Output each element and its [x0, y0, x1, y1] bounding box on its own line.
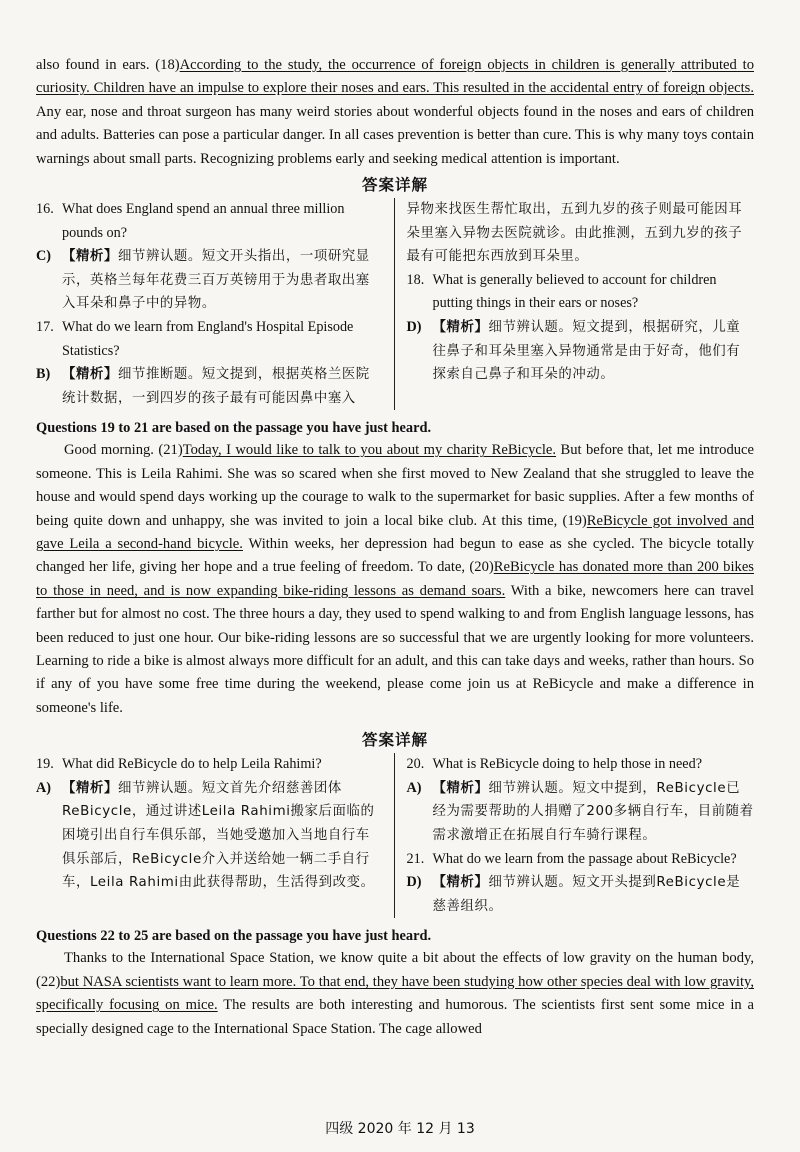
questions-header-19-21: Questions 19 to 21 are based on the passage you have just heard.: [36, 420, 432, 437]
question-17: 17. What do we learn from England's Hospital Episode Statistics?: [36, 319, 354, 359]
passage-continuation: also found in ears. (18)According to the study, the occurrence of foreign objects in children is generally attributed to curiosity. Children have an impulse to explore their noses and ears. This resulted in the accidental entry of foreign objects. Any ear, nose and throat surgeon has many weird stories about wonderful objects found in the noses and ears of children and adults. Batteries can pose a particular danger. In all cases prevention is better than cure. This is why many toys contain warnings about small parts. Recognizing problems early and seeking medical attention is important.: [36, 57, 754, 167]
underlined-answer-22: but NASA scientists want to learn more. To that end, they have been studying how other species deal with low gravity, specifically focusing on mice.: [36, 973, 754, 1014]
answers-title-1: 答案详解: [361, 176, 428, 195]
passage-rebicycle: Good morning. (21)Today, I would like to talk to you about my charity ReBicycle. But before that, let me introduce someone. This is Leila Rahimi. She was so scared when she first moved to New Zealand that she struggled to leave the house and would spend days working up the courage to walk to the supermarket for basic supplies. After a few months of being quite down and unhappy, she was invited to join a local bike club. At this time, (19)ReBicycle got involved and gave Leila a second-hand bicycle. Within weeks, her depression had begun to ease as she cycled. The bicycle totally changed her life, giving her hope and a true feeling of freedom. To date, (20)ReBicycle has donated more than 200 bikes to those in need, and is now expanding bike-riding lessons as demand soars. With a bike, newcomers here can travel farther but for almost no cost. The three hours a day, they used to spend walking to and from English language lessons, has been reduced to just one hour. Our bike-riding lessons are so successful that we are urgently looking for more volunteers. Learning to ride a bike is almost always more difficult for an adult, and this can take days and weeks, rather than hours. So if any of you have some free time during the weekend, please come join us at ReBicycle and make a difference in someone's life.: [36, 442, 755, 716]
answer-column-left: [36, 198, 395, 410]
answer-column-right-2: [395, 753, 755, 918]
questions-header-22-25: Questions 22 to 25 are based on the passage you have just heard.: [36, 928, 432, 945]
answer-20: A) 【精析】细节辨认题。短文中提到，ReBicycle已经为需要帮助的人捐赠了200多辆自行车，目前随着需求激增正在拓展自行车骑行课程。: [406, 779, 754, 844]
answer-block-16-18: [36, 198, 754, 410]
answer-block-19-21: [36, 753, 754, 918]
question-20: 20. What is ReBicycle doing to help those in need?: [406, 756, 702, 773]
underlined-answer-18: According to the study, the occurrence of foreign objects in children is generally attributed to curiosity. Children have an impulse to explore their noses and ears. This resulted in the accidental entry of foreign objects.: [36, 57, 754, 97]
question-16: 16. What does England spend an annual three million pounds on?: [36, 201, 345, 241]
answer-21: D) 【精析】细节辨认题。短文开头提到ReBicycle是慈善组织。: [406, 874, 741, 914]
answer-19: A) 【精析】细节辨认题。短文首先介绍慈善团体ReBicycle，通过讲述Leila Rahimi搬家后面临的困境引出自行车俱乐部，当她受邀加入当地自行车俱乐部后，ReBicycle介入并送给她一辆二手自行车，Leila Rahimi由此获得帮助，生活得到改变。: [36, 779, 375, 891]
answers-title-2: 答案详解: [361, 731, 428, 750]
answer-18: D) 【精析】细节辨认题。短文提到，根据研究，儿童往鼻子和耳朵里塞入异物通常是由于好奇，他们有探索自己鼻子和耳朵的冲动。: [406, 319, 741, 383]
answer-column-right: [395, 198, 755, 410]
question-18: 18. What is generally believed to account for children putting things in their ears or noses?: [406, 271, 717, 312]
page-footer: 四级 2020 年 12 月 13: [325, 1121, 475, 1137]
answer-16: C) 【精析】细节辨认题。短文开头指出，一项研究显示，英格兰每年花费三百万英镑用于为患者取出塞入耳朵和鼻子中的异物。: [36, 248, 370, 312]
underlined-answer-21: Today, I would like to talk to you about my charity ReBicycle.: [182, 442, 557, 459]
answer-17-continued: 异物来找医生帮忙取出，五到九岁的孩子则最可能因耳朵里塞入异物去医院就诊。由此推测，五到九岁的孩子最有可能把东西放到耳朵里。: [406, 202, 743, 265]
question-21: 21. What do we learn from the passage about ReBicycle?: [406, 850, 737, 867]
answer-column-left-2: [36, 753, 395, 918]
underlined-answer-19: ReBicycle got involved and gave Leila a second-hand bicycle.: [36, 512, 754, 552]
underlined-answer-20: ReBicycle has donated more than 200 bikes to those in need, and is now expanding bike-riding lessons as demand soars.: [36, 559, 754, 599]
question-19: 19. What did ReBicycle do to help Leila Rahimi?: [36, 756, 322, 773]
answer-17: B) 【精析】细节推断题。短文提到，根据英格兰医院统计数据，一到四岁的孩子最有可能因鼻中塞入: [36, 366, 370, 406]
passage-space-mice: Thanks to the International Space Station, we know quite a bit about the effects of low gravity on the human body, (22)but NASA scientists want to learn more. To that end, they have been studying how other species deal with low gravity, specifically focusing on mice. The results are both interesting and humorous. The scientists first sent some mice in a specially designed cage to the International Space Station. The cage allowed: [36, 950, 755, 1037]
